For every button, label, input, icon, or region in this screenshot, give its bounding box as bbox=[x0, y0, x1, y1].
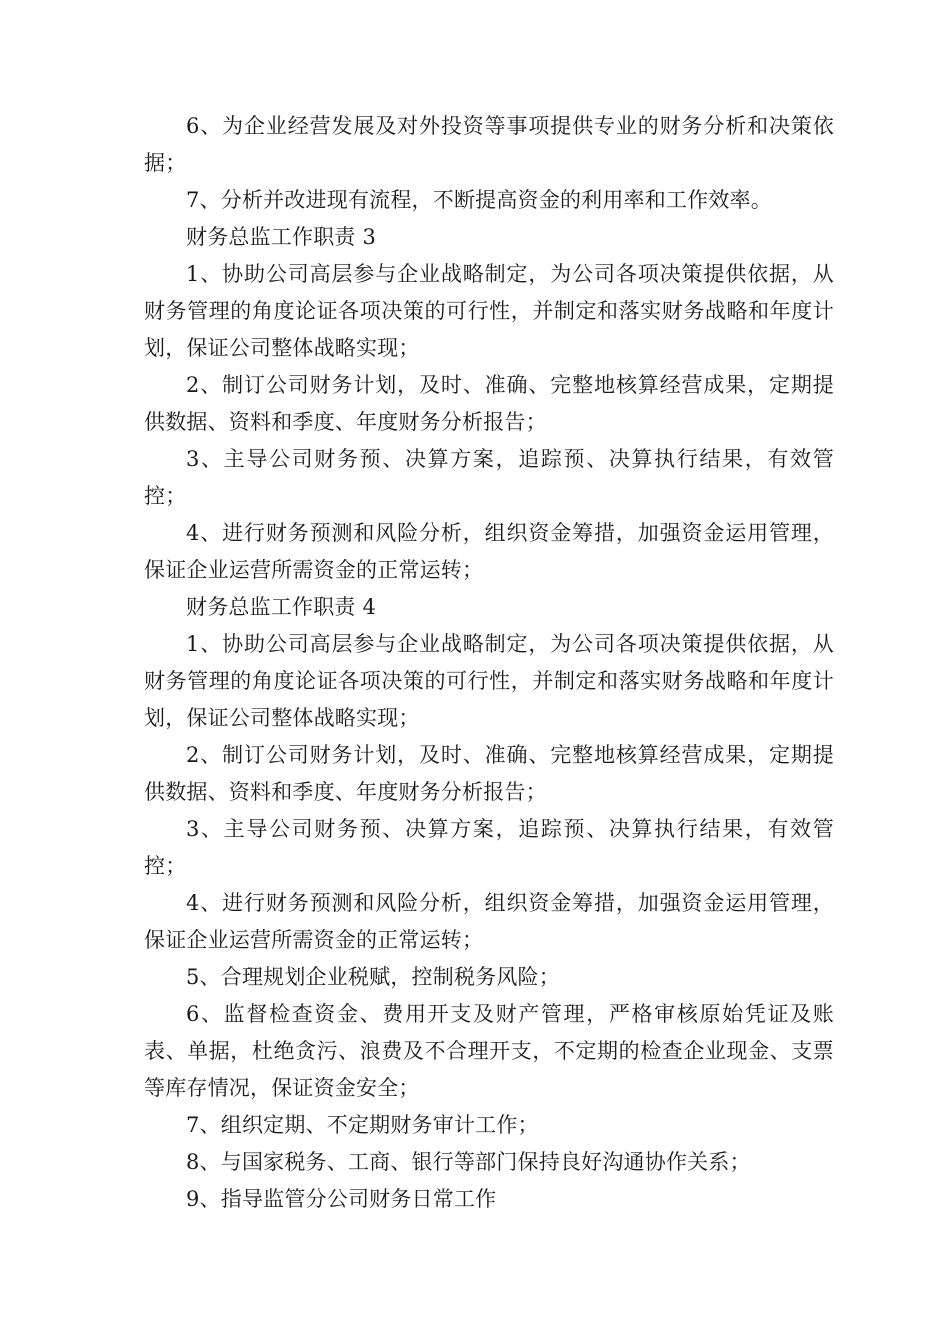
section-heading: 财务总监工作职责 4 bbox=[186, 595, 377, 619]
paragraph: 1、协助公司高层参与企业战略制定，为公司各项决策提供依据，从财务管理的角度论证各项决策的可行性，并制定和落实财务战略和年度计划，保证公司整体战略实现； bbox=[144, 632, 834, 730]
paragraph: 3、主导公司财务预、决算方案，追踪预、决算执行结果，有效管控； bbox=[144, 447, 834, 508]
paragraph: 6、为企业经营发展及对外投资等事项提供专业的财务分析和决策依据； bbox=[144, 114, 834, 175]
paragraph: 3、主导公司财务预、决算方案，追踪预、决算执行结果，有效管控； bbox=[144, 817, 834, 878]
paragraph: 1、协助公司高层参与企业战略制定，为公司各项决策提供依据，从财务管理的角度论证各项决策的可行性，并制定和落实财务战略和年度计划，保证公司整体战略实现； bbox=[144, 262, 834, 360]
paragraph: 5、合理规划企业税赋，控制税务风险； bbox=[186, 965, 560, 989]
document-body bbox=[144, 108, 834, 1218]
paragraph: 2、制订公司财务计划，及时、准确、完整地核算经营成果，定期提供数据、资料和季度、年度财务分析报告； bbox=[144, 373, 834, 434]
section-heading: 财务总监工作职责 3 bbox=[186, 225, 377, 249]
paragraph: 4、进行财务预测和风险分析，组织资金筹措，加强资金运用管理，保证企业运营所需资金的正常运转； bbox=[144, 891, 834, 952]
paragraph: 6、监督检查资金、费用开支及财产管理，严格审核原始凭证及账表、单据，杜绝贪污、浪费及不合理开支，不定期的检查企业现金、支票等库存情况，保证资金安全； bbox=[144, 1002, 834, 1100]
paragraph: 4、进行财务预测和风险分析，组织资金筹措，加强资金运用管理，保证企业运营所需资金的正常运转； bbox=[144, 521, 834, 582]
paragraph: 7、分析并改进现有流程，不断提高资金的利用率和工作效率。 bbox=[186, 188, 772, 212]
paragraph: 7、组织定期、不定期财务审计工作； bbox=[186, 1113, 539, 1137]
paragraph: 9、指导监管分公司财务日常工作 bbox=[186, 1187, 497, 1211]
paragraph: 8、与国家税务、工商、银行等部门保持良好沟通协作关系； bbox=[186, 1150, 751, 1174]
paragraph: 2、制订公司财务计划，及时、准确、完整地核算经营成果，定期提供数据、资料和季度、年度财务分析报告； bbox=[144, 743, 834, 804]
